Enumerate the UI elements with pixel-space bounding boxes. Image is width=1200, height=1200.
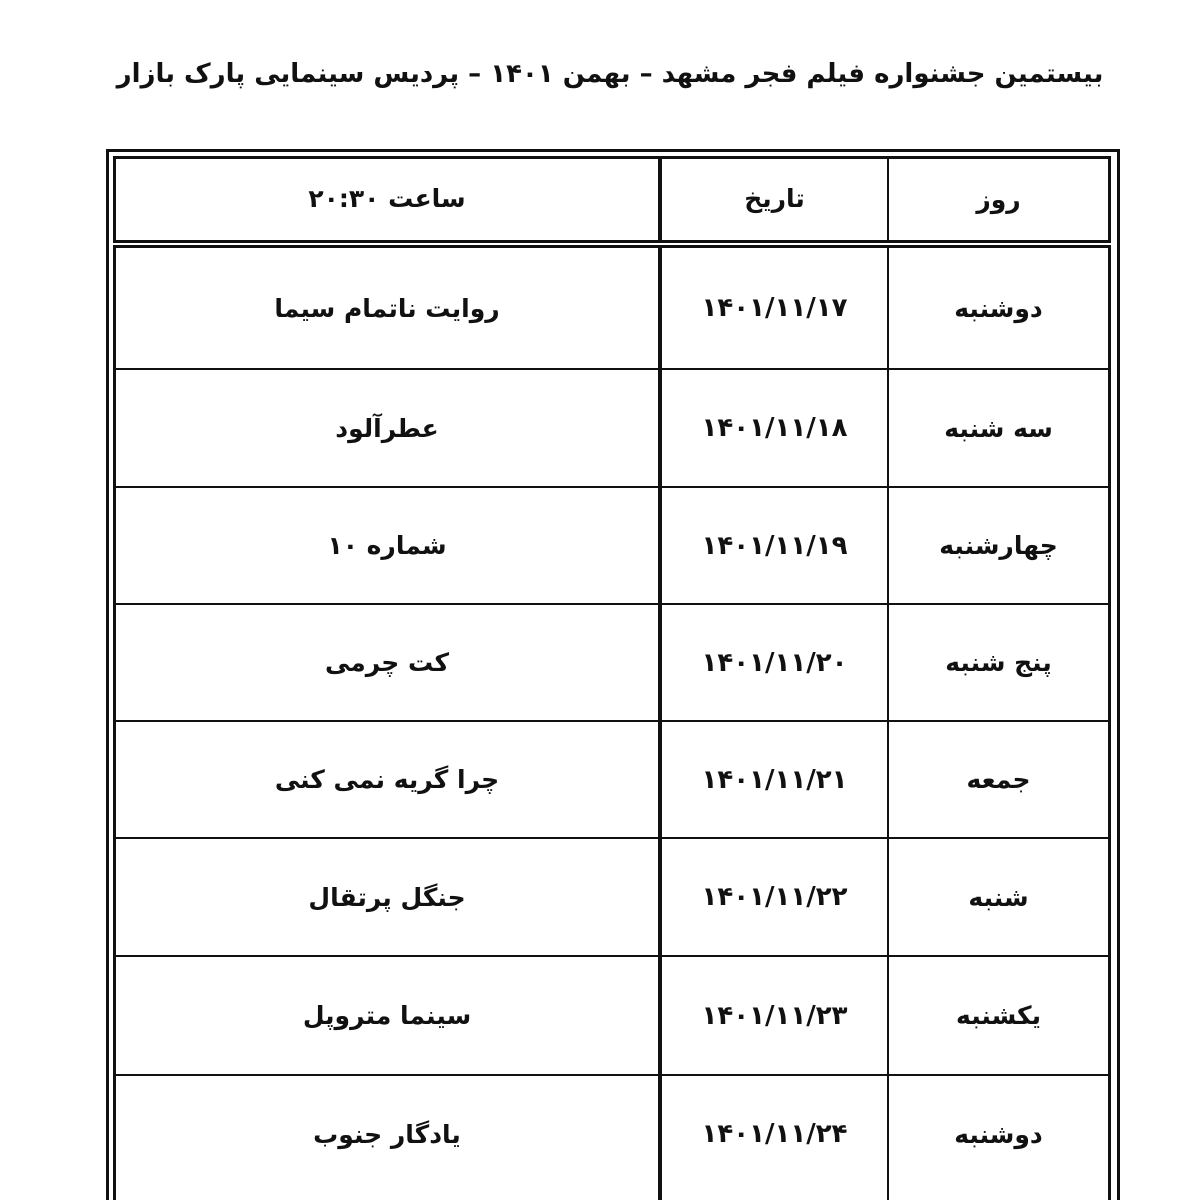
row-day: سه شنبه <box>944 413 1053 443</box>
row-film-title: سینما متروپل <box>302 1001 472 1030</box>
row-date: ۱۴۰۱/۱۱/۲۰ <box>701 647 848 678</box>
row-film-title: روایت ناتمام سیما <box>274 293 500 323</box>
header-date: تاریخ <box>744 183 805 213</box>
row-date: ۱۴۰۱/۱۱/۱۹ <box>701 530 848 561</box>
row-day: چهارشنبه <box>939 531 1058 560</box>
row-date: ۱۴۰۱/۱۱/۱۷ <box>701 293 848 323</box>
row-date: ۱۴۰۱/۱۱/۲۳ <box>701 1000 848 1031</box>
row-film-title: شماره ۱۰ <box>327 531 447 560</box>
row-day: دوشنبه <box>954 293 1043 323</box>
row-film-title: جنگل پرتقال <box>308 882 466 912</box>
row-date: ۱۴۰۱/۱۱/۲۱ <box>701 764 848 795</box>
row-day: شنبه <box>968 882 1029 912</box>
row-film-title: یادگار جنوب <box>313 1119 461 1149</box>
document-title: بیستمین جشنواره فیلم فجر مشهد – بهمن ۱۴۰۱ – پردیس سینمایی پارک بازار <box>116 59 1104 89</box>
row-film-title: عطرآلود <box>335 413 439 443</box>
row-date: ۱۴۰۱/۱۱/۱۸ <box>701 413 848 443</box>
row-film-title: چرا گریه نمی کنی <box>274 765 500 794</box>
header-time: ساعت ۲۰:۳۰ <box>308 183 466 213</box>
row-date: ۱۴۰۱/۱۱/۲۴ <box>701 1119 848 1149</box>
row-film-title: کت چرمی <box>324 648 450 677</box>
row-day: جمعه <box>966 765 1031 794</box>
header-day: روز <box>976 185 1021 214</box>
row-date: ۱۴۰۱/۱۱/۲۲ <box>701 882 848 912</box>
row-day: یکشنبه <box>956 1001 1041 1030</box>
row-day: دوشنبه <box>954 1119 1043 1149</box>
row-day: پنج شنبه <box>945 648 1052 677</box>
